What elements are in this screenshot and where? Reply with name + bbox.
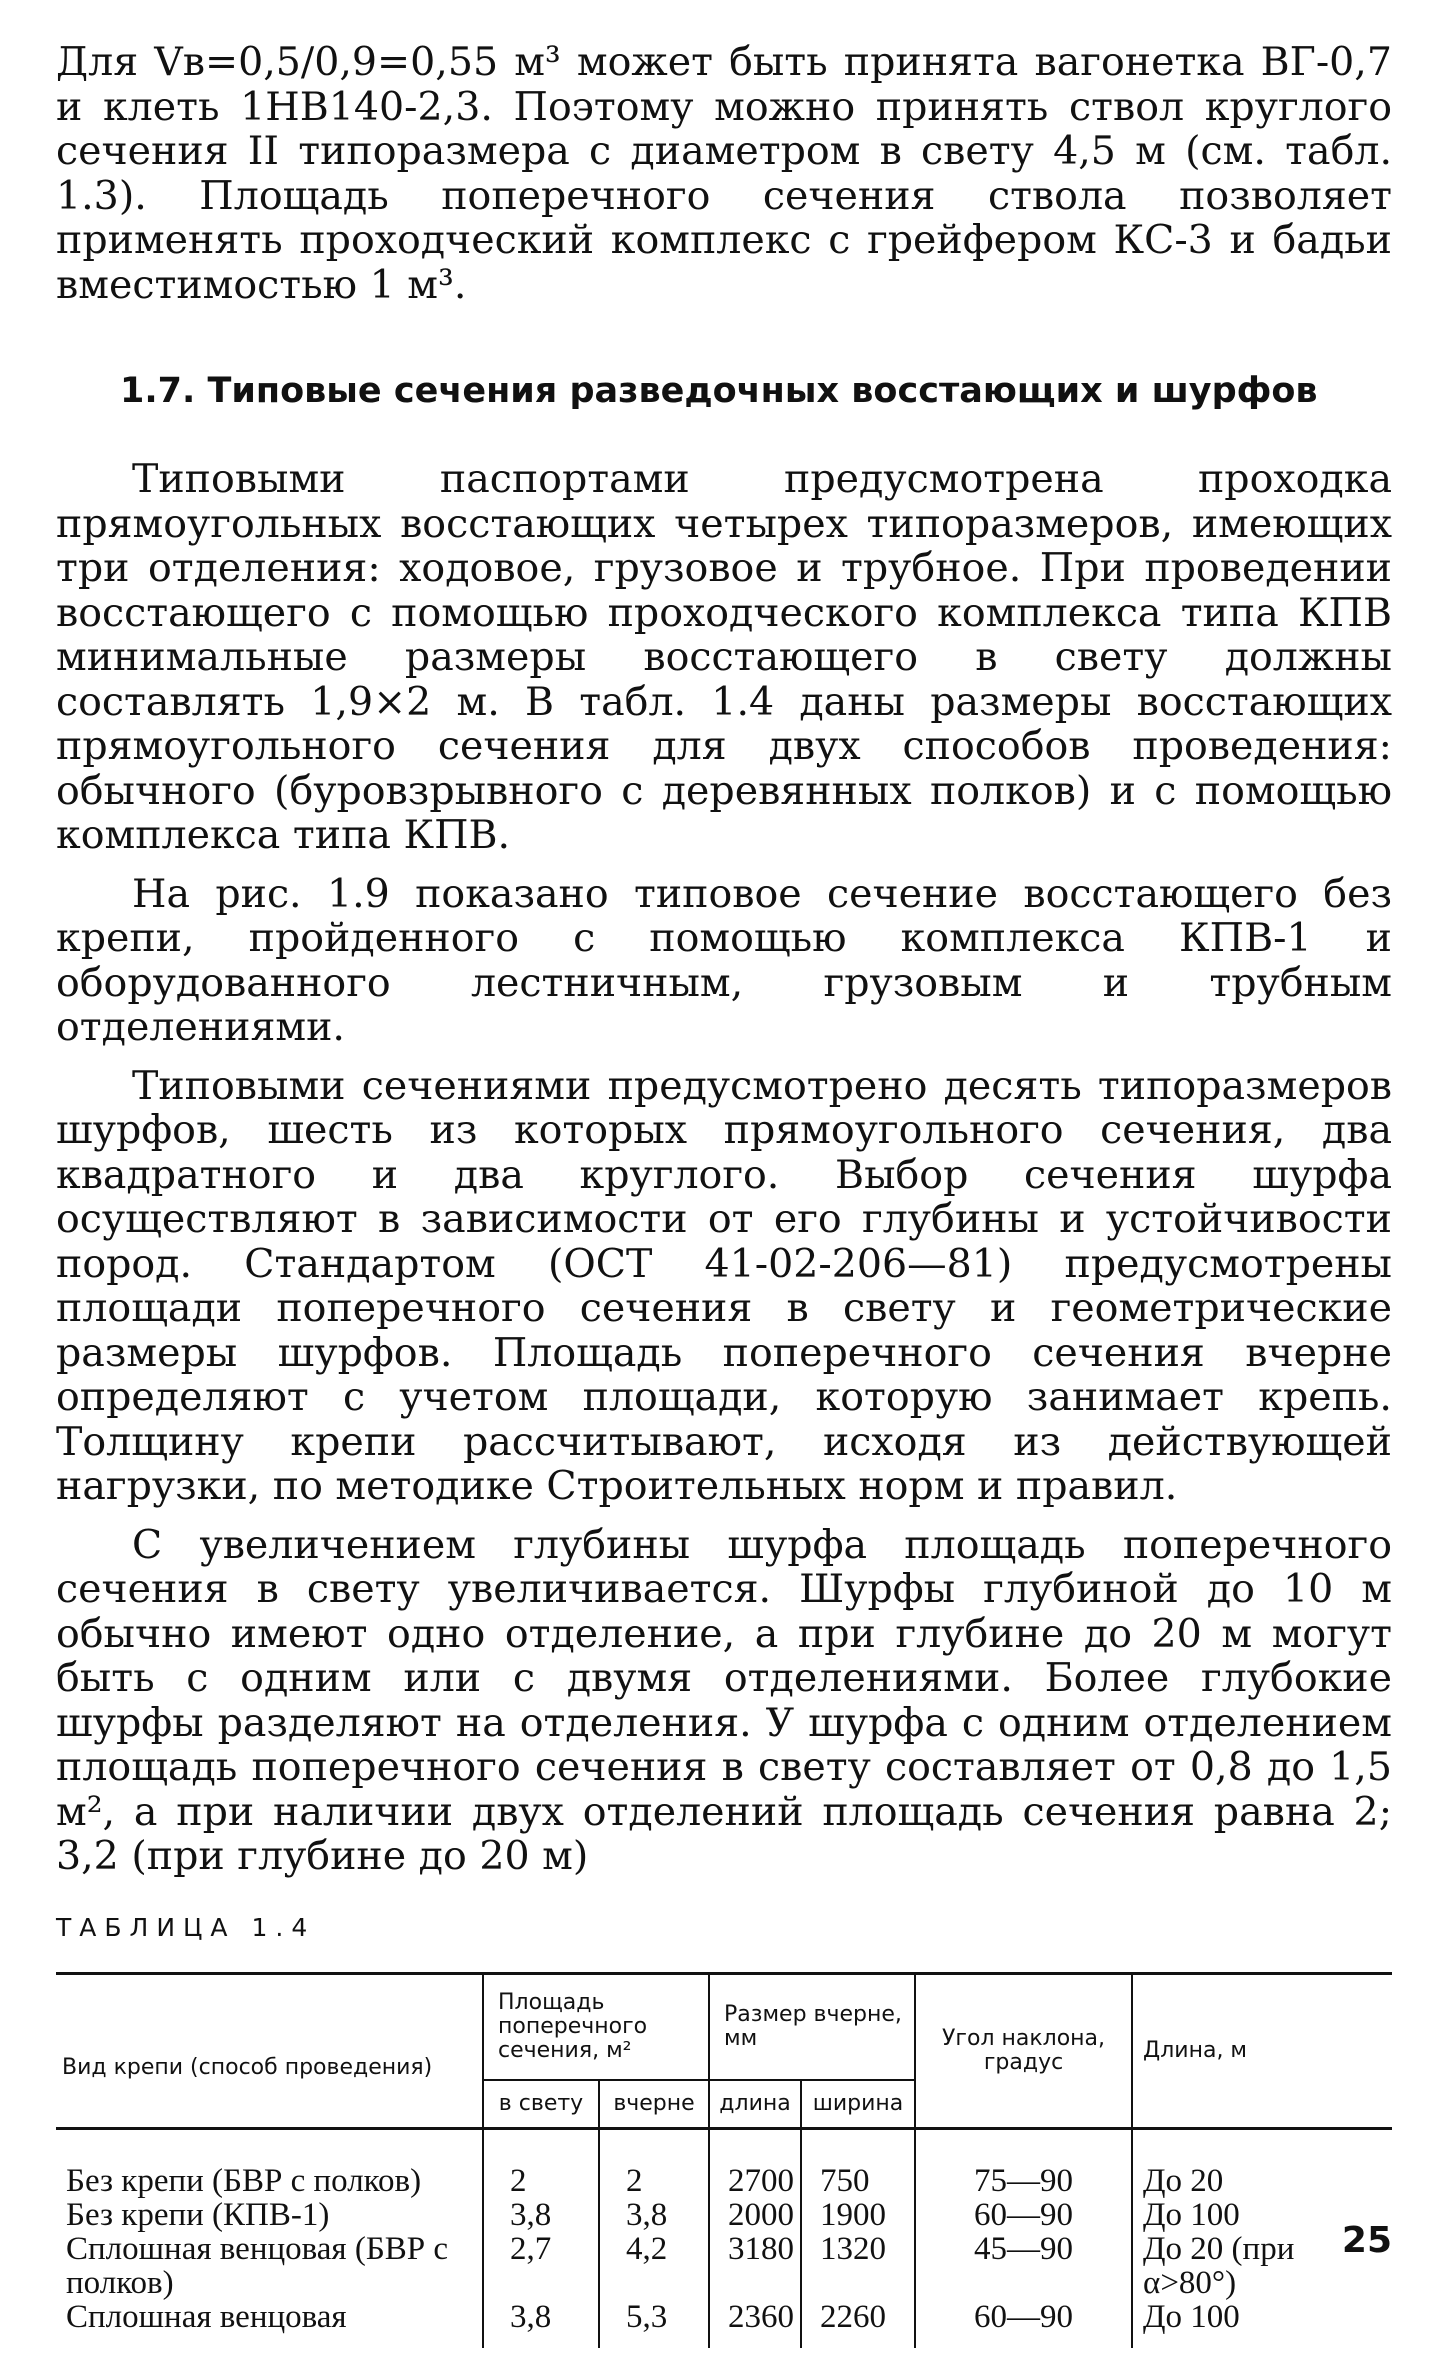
cell-length: До 100 xyxy=(1132,2198,1392,2232)
cell-length: До 20 (при α>80°) xyxy=(1132,2232,1392,2300)
page-number: 25 xyxy=(1341,2220,1392,2261)
cell-wid: 1320 xyxy=(801,2232,915,2300)
section-heading: 1.7. Типовые сечения разведочных восстающих и шурфов xyxy=(120,371,1318,411)
header-area: Площадь поперечного сечения, м² xyxy=(483,1973,709,2080)
header-length: Длина, м xyxy=(1132,1973,1392,2128)
paragraph: Типовыми сечениями предусмотрено десять типоразмеров шурфов, шесть из которых прямоугольного сечения, два квадратного и два круглого. Выбор сечения шурфа осуществляют в зависимости от его глубины и устойчивости пород. Стандартом (ОСТ 41-02-206—81) предусмотрены площади поперечного сечения в свету и геометрические размеры шурфов. Площадь поперечного сечения вчерне определяют с учетом площади, которую занимает крепь. Толщину крепи рассчитывают, исходя из действующей нагрузки, по методике Строительных норм и правил. xyxy=(56,1062,1392,1509)
cell-clear: 2,7 xyxy=(483,2232,599,2300)
cell-len: 2000 xyxy=(709,2198,801,2232)
cell-wid: 750 xyxy=(801,2128,915,2198)
cell-rough: 3,8 xyxy=(599,2198,709,2232)
table-row xyxy=(56,2300,1392,2348)
cell-len: 2700 xyxy=(709,2128,801,2198)
table-caption: ТАБЛИЦА 1.4 xyxy=(56,1912,316,1942)
cell-clear: 3,8 xyxy=(483,2300,599,2348)
cell-length: До 100 xyxy=(1132,2300,1392,2348)
header-length-mm: длина xyxy=(709,2080,801,2129)
header-width-mm: ширина xyxy=(801,2080,915,2129)
cell-clear: 2 xyxy=(483,2128,599,2198)
cell-wid: 2260 xyxy=(801,2300,915,2348)
table-row xyxy=(56,2232,1392,2300)
cell-len: 3180 xyxy=(709,2232,801,2300)
cell-type: Сплошная венцовая (БВР с полков) xyxy=(66,2230,449,2301)
cell-angle: 60—90 xyxy=(915,2300,1132,2348)
cell-type: Без крепи (КПВ-1) xyxy=(66,2196,330,2233)
cell-angle: 75—90 xyxy=(915,2128,1132,2198)
header-size: Размер вчерне, мм xyxy=(709,1973,915,2080)
page-content xyxy=(56,40,1392,2348)
paragraph: На рис. 1.9 показано типовое сечение восстающего без крепи, пройденного с помощью комплекса КПВ-1 и оборудованного лестничным, грузовым и трубным отделениями. xyxy=(56,870,1392,1050)
crepi-table xyxy=(56,1972,1392,2348)
cell-angle: 60—90 xyxy=(915,2198,1132,2232)
cell-len: 2360 xyxy=(709,2300,801,2348)
cell-length: До 20 xyxy=(1132,2128,1392,2198)
paragraph: С увеличением глубины шурфа площадь поперечного сечения в свету увеличивается. Шурфы глубиной до 10 м обычно имеют одно отделение, а при глубине до 20 м могут быть с одним или с двумя отделениями. Более глубокие шурфы разделяют на отделения. У шурфа с одним отделением площадь поперечного сечения в свету составляет от 0,8 до 1,5 м², а при наличии двух отделений площадь сечения равна 2; 3,2 (при глубине до 20 м) xyxy=(56,1521,1392,1879)
cell-clear: 3,8 xyxy=(483,2198,599,2232)
cell-angle: 45—90 xyxy=(915,2232,1132,2300)
header-area-clear: в свету xyxy=(483,2080,599,2129)
header-area-rough: вчерне xyxy=(599,2080,709,2129)
table-row xyxy=(56,2198,1392,2232)
cell-wid: 1900 xyxy=(801,2198,915,2232)
table-row xyxy=(56,2128,1392,2198)
header-type: Вид крепи (способ проведения) xyxy=(56,1973,483,2128)
cell-type: Сплошная венцовая xyxy=(66,2298,347,2335)
cell-rough: 5,3 xyxy=(599,2300,709,2348)
intro-paragraph: Для Vв=0,5/0,9=0,55 м³ может быть принята вагонетка ВГ-0,7 и клеть 1НВ140-2,3. Поэтому можно принять ствол круглого сечения II типоразмера с диаметром в свету 4,5 м (см. табл. 1.3). Площадь поперечного сечения ствола позволяет применять проходческий комплекс с грейфером КС-3 и бадьи вместимостью 1 м³. xyxy=(56,39,1392,308)
paragraph: Типовыми паспортами предусмотрена проходка прямоугольных восстающих четырех типоразмеров, имеющих три отделения: ходовое, грузовое и трубное. При проведении восстающего с помощью проходческого комплекса типа КПВ минимальные размеры восстающего в свету должны составлять 1,9×2 м. В табл. 1.4 даны размеры восстающих прямоугольного сечения для двух способов проведения: обычного (буровзрывного с деревянных полков) и с помощью комплекса типа КПВ. xyxy=(56,456,1392,858)
cell-type: Без крепи (БВР с полков) xyxy=(66,2162,422,2199)
header-angle: Угол наклона, градус xyxy=(915,1973,1132,2128)
cell-rough: 2 xyxy=(599,2128,709,2198)
cell-rough: 4,2 xyxy=(599,2232,709,2300)
